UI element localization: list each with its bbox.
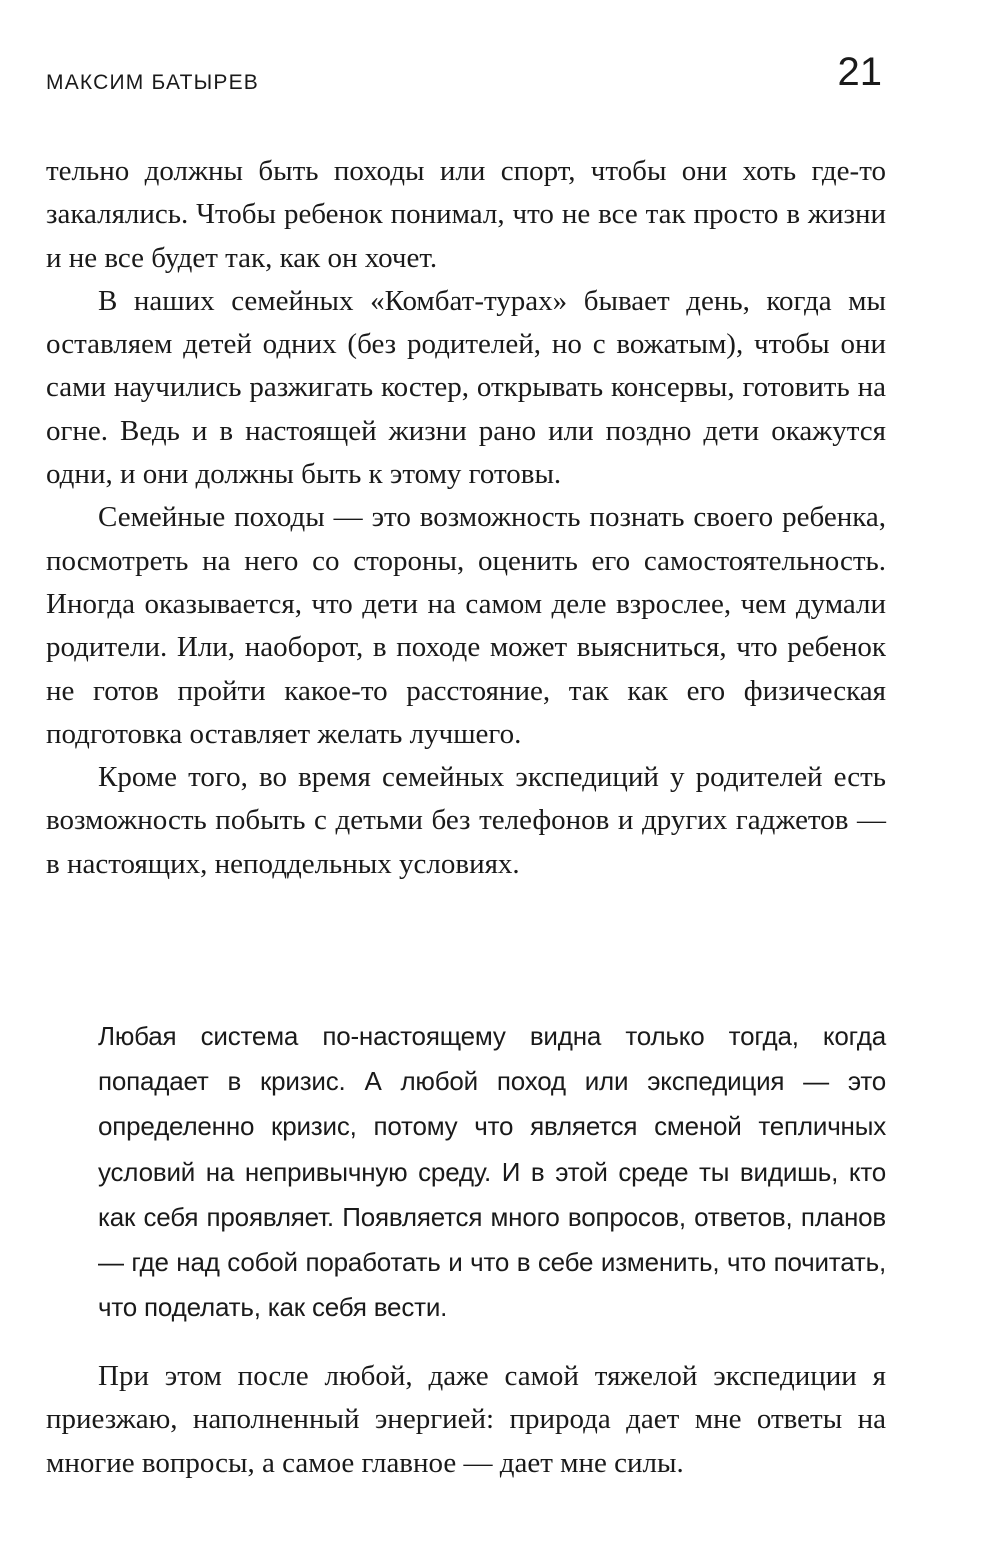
paragraph-continuation: тельно должны быть походы или спорт, чтобы они хоть где-то закалялись. Чтобы ребенок понимал, что не все так просто в жизни и не все будет так, как он хочет. bbox=[46, 155, 886, 274]
page-number: 21 bbox=[837, 50, 882, 94]
paragraph: Семейные походы — это возможность познать своего ребенка, посмотреть на него со стороны, оценить его самостоятельность. Иногда оказывается, что дети на самом деле взрослее, чем думали родители. Или, наоборот, в походе может выясниться, что ребенок не готов пройти какое-то расстояние, так как его физическая подготовка оставляет желать лучшего. bbox=[46, 501, 886, 750]
page-header bbox=[46, 50, 882, 110]
paragraph: В наших семейных «Комбат-турах» бывает день, когда мы оставляем детей одних (без родителей, но с вожатым), чтобы они сами научились разжигать костер, открывать консервы, готовить на огне. Ведь и в настоящей жизни рано или поздно дети окажутся одни, и они должны быть к этому готовы. bbox=[46, 284, 886, 491]
main-text bbox=[46, 150, 886, 886]
highlighted-quote bbox=[98, 1014, 886, 1330]
running-head-author: МАКСИМ БАТЫРЕВ bbox=[46, 71, 260, 94]
paragraph: Кроме того, во время семейных экспедиций у родителей есть возможность побыть с детьми без телефонов и других гаджетов — в настоящих, неподдельных условиях. bbox=[46, 761, 886, 880]
paragraph: При этом после любой, даже самой тяжелой экспедиции я приезжаю, наполненный энергией: природа дает мне ответы на многие вопросы, а самое главное — дает мне силы. bbox=[46, 1360, 886, 1479]
closing-text bbox=[46, 1355, 886, 1485]
quote-text: Любая система по-настоящему видна только тогда, когда попадает в кризис. А любой поход или экспедиция — это определенно кризис, потому что является сменой тепличных условий на непривычную среду. И в этой среде ты видишь, кто как себя проявляет. Появляется много вопросов, ответов, планов — где над собой поработать и что в себе изменить, что почитать, что поделать, как себя вести. bbox=[98, 1021, 886, 1323]
